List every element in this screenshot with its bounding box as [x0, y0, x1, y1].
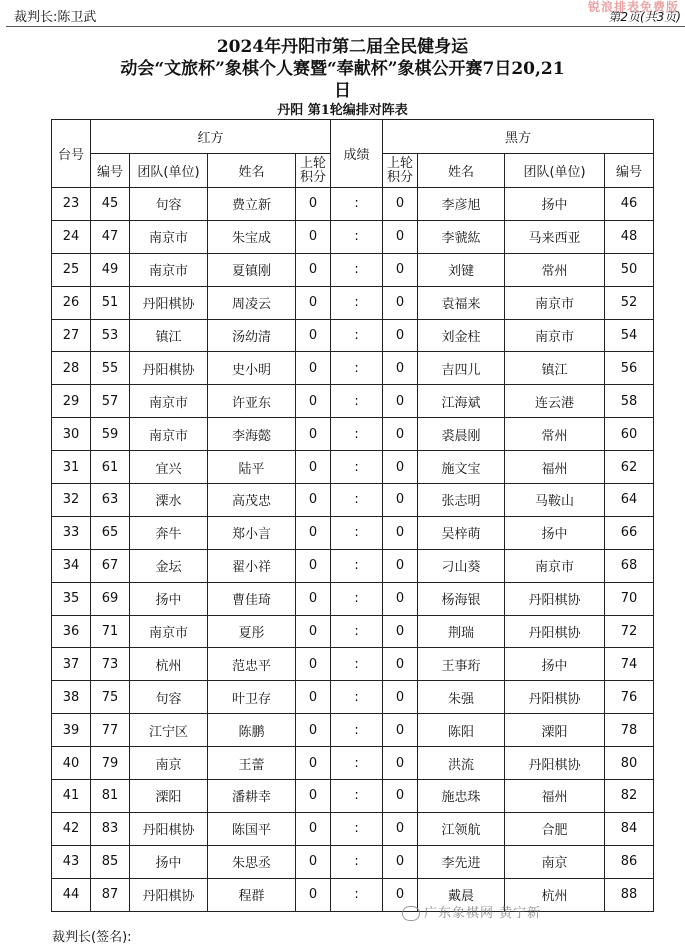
cell-red-name: 夏镇刚: [208, 253, 296, 286]
cell-black-name: 李虢紘: [418, 220, 505, 253]
table-row: [52, 220, 654, 253]
wechat-icon: [402, 906, 420, 921]
cell-table-no: 26: [52, 286, 91, 319]
title-line: 日: [334, 81, 351, 101]
cell-black-score: 0: [383, 253, 418, 286]
cell-black-number: 54: [605, 319, 654, 352]
cell-result: :: [331, 845, 383, 878]
table-row: [52, 549, 654, 582]
cell-table-no: 38: [52, 681, 91, 714]
cell-black-score: 0: [383, 484, 418, 517]
cell-black-number: 74: [605, 648, 654, 681]
cell-result: :: [331, 385, 383, 418]
header-divider: [6, 26, 685, 27]
cell-result: :: [331, 780, 383, 813]
bottom-watermark-text: 广东象棋网 黄宁新: [424, 906, 542, 921]
cell-black-name: 施忠珠: [418, 780, 505, 813]
col-result: 成绩: [331, 120, 383, 188]
cell-black-score: 0: [383, 747, 418, 780]
cell-result: :: [331, 220, 383, 253]
cell-red-score: 0: [296, 385, 331, 418]
cell-black-team: 镇江: [505, 352, 605, 385]
cell-red-name: 李海懿: [208, 418, 296, 451]
cell-red-name: 程群: [208, 878, 296, 911]
cell-result: :: [331, 253, 383, 286]
cell-red-team: 南京市: [130, 385, 208, 418]
cell-red-score: 0: [296, 418, 331, 451]
cell-red-score: 0: [296, 878, 331, 911]
cell-black-name: 洪流: [418, 747, 505, 780]
cell-red-number: 87: [91, 878, 130, 911]
cell-table-no: 37: [52, 648, 91, 681]
cell-black-name: 刘金柱: [418, 319, 505, 352]
cell-result: :: [331, 319, 383, 352]
cell-table-no: 44: [52, 878, 91, 911]
cell-black-number: 86: [605, 845, 654, 878]
pairing-table: [51, 119, 654, 912]
cell-black-name: 张志明: [418, 484, 505, 517]
cell-black-name: 荆瑞: [418, 615, 505, 648]
cell-result: :: [331, 878, 383, 911]
cell-black-team: 丹阳棋协: [505, 615, 605, 648]
cell-red-name: 郑小言: [208, 516, 296, 549]
cell-black-team: 马来西亚: [505, 220, 605, 253]
cell-black-score: 0: [383, 352, 418, 385]
cell-table-no: 43: [52, 845, 91, 878]
cell-black-name: 吉四儿: [418, 352, 505, 385]
title-line: 动会“文旅杯”象棋个人赛暨“奉献杯”象棋公开赛7日20,21: [120, 59, 565, 79]
cell-red-score: 0: [296, 780, 331, 813]
cell-table-no: 30: [52, 418, 91, 451]
col-red-name: 姓名: [208, 154, 296, 188]
cell-table-no: 34: [52, 549, 91, 582]
cell-black-team: 福州: [505, 451, 605, 484]
col-red-team: 团队(单位): [130, 154, 208, 188]
cell-black-number: 68: [605, 549, 654, 582]
cell-result: :: [331, 549, 383, 582]
cell-red-name: 翟小祥: [208, 549, 296, 582]
table-row: [52, 188, 654, 221]
cell-red-team: 南京市: [130, 253, 208, 286]
cell-red-name: 费立新: [208, 188, 296, 221]
cell-red-score: 0: [296, 615, 331, 648]
cell-result: :: [331, 747, 383, 780]
cell-red-team: 奔牛: [130, 516, 208, 549]
cell-black-score: 0: [383, 681, 418, 714]
cell-red-name: 史小明: [208, 352, 296, 385]
cell-black-score: 0: [383, 319, 418, 352]
cell-black-name: 吴梓萌: [418, 516, 505, 549]
table-row: [52, 286, 654, 319]
cell-black-name: 戴晨: [418, 878, 505, 911]
cell-table-no: 35: [52, 582, 91, 615]
cell-table-no: 42: [52, 812, 91, 845]
cell-red-score: 0: [296, 220, 331, 253]
cell-red-score: 0: [296, 714, 331, 747]
cell-red-team: 句容: [130, 188, 208, 221]
cell-black-number: 62: [605, 451, 654, 484]
cell-red-team: 丹阳棋协: [130, 878, 208, 911]
cell-red-number: 71: [91, 615, 130, 648]
cell-red-number: 79: [91, 747, 130, 780]
cell-red-team: 丹阳棋协: [130, 352, 208, 385]
cell-result: :: [331, 516, 383, 549]
header-chief-referee: 裁判长:陈卫武: [14, 10, 97, 25]
cell-red-number: 45: [91, 188, 130, 221]
cell-red-name: 汤幼清: [208, 319, 296, 352]
cell-black-number: 88: [605, 878, 654, 911]
cell-red-number: 81: [91, 780, 130, 813]
cell-black-team: 丹阳棋协: [505, 747, 605, 780]
cell-table-no: 28: [52, 352, 91, 385]
cell-black-name: 朱强: [418, 681, 505, 714]
cell-red-name: 陈国平: [208, 812, 296, 845]
cell-black-number: 58: [605, 385, 654, 418]
cell-table-no: 29: [52, 385, 91, 418]
cell-result: :: [331, 714, 383, 747]
cell-black-score: 0: [383, 582, 418, 615]
cell-red-name: 朱思丞: [208, 845, 296, 878]
cell-red-number: 77: [91, 714, 130, 747]
cell-red-name: 王蕾: [208, 747, 296, 780]
cell-red-name: 夏彤: [208, 615, 296, 648]
table-row: [52, 747, 654, 780]
cell-red-team: 扬中: [130, 582, 208, 615]
cell-black-score: 0: [383, 878, 418, 911]
referee-signature: 裁判长(签名):: [52, 930, 132, 945]
cell-red-number: 51: [91, 286, 130, 319]
header-watermark: 锐浪排表免费版: [587, 0, 679, 14]
cell-table-no: 40: [52, 747, 91, 780]
cell-black-number: 48: [605, 220, 654, 253]
cell-black-number: 84: [605, 812, 654, 845]
cell-result: :: [331, 418, 383, 451]
table-row: [52, 681, 654, 714]
cell-black-name: 李彦旭: [418, 188, 505, 221]
cell-black-team: 福州: [505, 780, 605, 813]
cell-result: :: [331, 451, 383, 484]
cell-black-score: 0: [383, 385, 418, 418]
cell-red-score: 0: [296, 319, 331, 352]
cell-red-score: 0: [296, 188, 331, 221]
cell-red-team: 丹阳棋协: [130, 812, 208, 845]
cell-black-name: 杨海银: [418, 582, 505, 615]
table-row: [52, 615, 654, 648]
table-row: [52, 352, 654, 385]
cell-black-score: 0: [383, 648, 418, 681]
cell-red-name: 朱宝成: [208, 220, 296, 253]
cell-black-name: 施文宝: [418, 451, 505, 484]
table-row: [52, 253, 654, 286]
cell-black-score: 0: [383, 549, 418, 582]
table-row: [52, 780, 654, 813]
cell-black-name: 李先进: [418, 845, 505, 878]
cell-red-team: 金坛: [130, 549, 208, 582]
cell-black-number: 70: [605, 582, 654, 615]
cell-black-number: 50: [605, 253, 654, 286]
cell-black-score: 0: [383, 188, 418, 221]
cell-red-name: 陈鹏: [208, 714, 296, 747]
title-line: 2024年丹阳市第二届全民健身运: [216, 37, 469, 57]
table-row: [52, 878, 654, 911]
cell-red-number: 69: [91, 582, 130, 615]
cell-red-name: 范忠平: [208, 648, 296, 681]
cell-red-team: 句容: [130, 681, 208, 714]
cell-black-team: 常州: [505, 253, 605, 286]
cell-red-score: 0: [296, 812, 331, 845]
cell-black-number: 66: [605, 516, 654, 549]
col-black-team: 团队(单位): [505, 154, 605, 188]
cell-red-number: 53: [91, 319, 130, 352]
cell-red-score: 0: [296, 484, 331, 517]
cell-black-number: 46: [605, 188, 654, 221]
cell-red-team: 扬中: [130, 845, 208, 878]
table-row: [52, 714, 654, 747]
cell-black-name: 袁福来: [418, 286, 505, 319]
cell-table-no: 24: [52, 220, 91, 253]
cell-black-number: 78: [605, 714, 654, 747]
cell-table-no: 36: [52, 615, 91, 648]
cell-black-team: 丹阳棋协: [505, 681, 605, 714]
cell-black-name: 刁山葵: [418, 549, 505, 582]
cell-red-number: 85: [91, 845, 130, 878]
table-row: [52, 418, 654, 451]
cell-red-team: 镇江: [130, 319, 208, 352]
cell-black-team: 杭州: [505, 878, 605, 911]
cell-black-number: 72: [605, 615, 654, 648]
cell-red-name: 许亚东: [208, 385, 296, 418]
cell-black-team: 溧阳: [505, 714, 605, 747]
document-title: [40, 36, 645, 102]
cell-red-name: 周凌云: [208, 286, 296, 319]
cell-red-number: 61: [91, 451, 130, 484]
cell-red-number: 63: [91, 484, 130, 517]
cell-table-no: 33: [52, 516, 91, 549]
cell-red-name: 潘耕幸: [208, 780, 296, 813]
cell-red-number: 65: [91, 516, 130, 549]
cell-result: :: [331, 648, 383, 681]
cell-black-team: 南京市: [505, 549, 605, 582]
cell-table-no: 41: [52, 780, 91, 813]
cell-black-name: 江海斌: [418, 385, 505, 418]
cell-result: :: [331, 681, 383, 714]
cell-black-score: 0: [383, 812, 418, 845]
cell-red-name: 陆平: [208, 451, 296, 484]
cell-table-no: 25: [52, 253, 91, 286]
col-red-prev-score: 上轮积分: [296, 154, 331, 188]
cell-black-team: 扬中: [505, 516, 605, 549]
cell-red-number: 73: [91, 648, 130, 681]
cell-black-number: 82: [605, 780, 654, 813]
cell-red-team: 南京: [130, 747, 208, 780]
table-row: [52, 319, 654, 352]
cell-table-no: 23: [52, 188, 91, 221]
table-row: [52, 484, 654, 517]
cell-black-team: 南京: [505, 845, 605, 878]
cell-black-score: 0: [383, 451, 418, 484]
col-table-no: 台号: [52, 120, 91, 188]
cell-red-score: 0: [296, 747, 331, 780]
table-row: [52, 582, 654, 615]
bottom-watermark: [402, 902, 541, 921]
cell-red-number: 55: [91, 352, 130, 385]
cell-red-name: 叶卫存: [208, 681, 296, 714]
cell-red-team: 溧水: [130, 484, 208, 517]
table-row: [52, 451, 654, 484]
cell-table-no: 27: [52, 319, 91, 352]
cell-black-number: 60: [605, 418, 654, 451]
col-black-number: 编号: [605, 154, 654, 188]
cell-black-number: 76: [605, 681, 654, 714]
cell-red-team: 宜兴: [130, 451, 208, 484]
cell-table-no: 39: [52, 714, 91, 747]
cell-black-team: 丹阳棋协: [505, 582, 605, 615]
col-black-name: 姓名: [418, 154, 505, 188]
table-row: [52, 648, 654, 681]
document-subtitle: 丹阳 第1轮编排对阵表: [277, 103, 408, 118]
cell-black-team: 扬中: [505, 188, 605, 221]
cell-result: :: [331, 484, 383, 517]
cell-black-score: 0: [383, 516, 418, 549]
cell-red-score: 0: [296, 352, 331, 385]
cell-red-number: 67: [91, 549, 130, 582]
header-page-number: 第2页(共3页): [608, 10, 681, 24]
cell-black-team: 扬中: [505, 648, 605, 681]
cell-result: :: [331, 188, 383, 221]
cell-red-team: 溧阳: [130, 780, 208, 813]
col-black-prev-score: 上轮积分: [383, 154, 418, 188]
cell-red-score: 0: [296, 549, 331, 582]
cell-red-score: 0: [296, 845, 331, 878]
cell-red-number: 47: [91, 220, 130, 253]
cell-black-team: 合肥: [505, 812, 605, 845]
cell-result: :: [331, 352, 383, 385]
cell-black-score: 0: [383, 615, 418, 648]
cell-red-name: 高茂忠: [208, 484, 296, 517]
cell-red-number: 59: [91, 418, 130, 451]
cell-black-score: 0: [383, 714, 418, 747]
table-row: [52, 812, 654, 845]
table-row: [52, 516, 654, 549]
cell-red-score: 0: [296, 648, 331, 681]
cell-black-name: 陈阳: [418, 714, 505, 747]
table-row: [52, 385, 654, 418]
cell-red-team: 丹阳棋协: [130, 286, 208, 319]
cell-black-number: 56: [605, 352, 654, 385]
cell-red-score: 0: [296, 451, 331, 484]
cell-red-number: 57: [91, 385, 130, 418]
page-header: [0, 0, 685, 26]
cell-red-score: 0: [296, 582, 331, 615]
col-black-side: 黑方: [383, 120, 654, 154]
cell-black-score: 0: [383, 845, 418, 878]
cell-red-team: 南京市: [130, 220, 208, 253]
cell-red-score: 0: [296, 516, 331, 549]
cell-table-no: 32: [52, 484, 91, 517]
cell-red-team: 南京市: [130, 418, 208, 451]
cell-black-number: 52: [605, 286, 654, 319]
cell-black-team: 马鞍山: [505, 484, 605, 517]
cell-result: :: [331, 812, 383, 845]
cell-black-score: 0: [383, 780, 418, 813]
cell-black-number: 64: [605, 484, 654, 517]
cell-black-name: 王事珩: [418, 648, 505, 681]
cell-red-team: 南京市: [130, 615, 208, 648]
cell-red-score: 0: [296, 681, 331, 714]
cell-black-score: 0: [383, 286, 418, 319]
cell-result: :: [331, 286, 383, 319]
cell-red-team: 江宁区: [130, 714, 208, 747]
col-red-side: 红方: [91, 120, 331, 154]
cell-red-team: 杭州: [130, 648, 208, 681]
cell-red-number: 83: [91, 812, 130, 845]
cell-table-no: 31: [52, 451, 91, 484]
cell-black-team: 南京市: [505, 319, 605, 352]
cell-black-name: 刘键: [418, 253, 505, 286]
cell-black-team: 南京市: [505, 286, 605, 319]
cell-black-name: 裘晨刚: [418, 418, 505, 451]
cell-black-number: 80: [605, 747, 654, 780]
table-row: [52, 845, 654, 878]
cell-black-score: 0: [383, 220, 418, 253]
cell-result: :: [331, 582, 383, 615]
cell-red-score: 0: [296, 286, 331, 319]
cell-black-score: 0: [383, 418, 418, 451]
cell-result: :: [331, 615, 383, 648]
cell-black-name: 江领航: [418, 812, 505, 845]
cell-black-team: 连云港: [505, 385, 605, 418]
cell-black-team: 常州: [505, 418, 605, 451]
col-red-number: 编号: [91, 154, 130, 188]
cell-red-name: 曹佳琦: [208, 582, 296, 615]
cell-red-score: 0: [296, 253, 331, 286]
cell-red-number: 75: [91, 681, 130, 714]
cell-red-number: 49: [91, 253, 130, 286]
